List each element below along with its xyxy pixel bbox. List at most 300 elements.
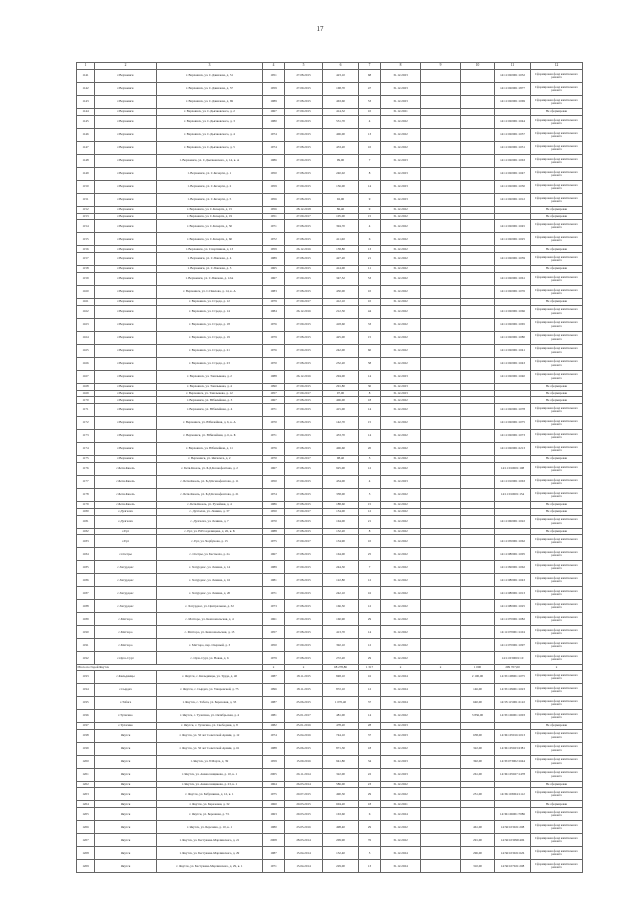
table-cell: [461, 383, 495, 390]
table-row: [77, 246, 583, 253]
table-cell: 12: [359, 600, 381, 613]
table-cell: 1203: [77, 788, 95, 801]
table-cell: [495, 383, 531, 390]
table-cell: 1960: [263, 801, 285, 808]
table-cell: Якутск: [95, 742, 157, 755]
table-cell: 1151: [77, 193, 95, 206]
table-cell: г.Верхоянск: [95, 180, 157, 193]
table-cell: г. Верхоянск, ул. Янгильта, д. 2: [157, 456, 263, 463]
table-cell: с. Матторо, пер. Озерный, д. 3: [157, 639, 263, 652]
table-cell: [421, 742, 461, 755]
table-cell: [421, 213, 461, 220]
table-cell: г. Верхоянск, ул. С.Дьячковского, д. 4: [157, 128, 263, 141]
table-row: [77, 515, 583, 528]
table-cell: 31.12.2023: [381, 722, 421, 729]
table-cell: 26.12.2016: [285, 370, 323, 383]
table-cell: Сформирован фонд капитального ремонта: [531, 639, 583, 652]
table-row: [77, 834, 583, 847]
table-cell: 134,90: [323, 535, 359, 548]
table-cell: г.Верхоянск: [95, 96, 157, 109]
table-cell: 14:36:103099:406: [495, 834, 531, 847]
table-row: [77, 417, 583, 430]
table-cell: 14:36:106001:7086: [495, 808, 531, 821]
table-cell: [461, 574, 495, 587]
table-row: [77, 535, 583, 548]
table-cell: с.Бетя-Кюель: [95, 462, 157, 475]
table-cell: г. Якутск, ул. Бестужева-Марлинского, д. 29, к. 1: [157, 860, 263, 873]
table-cell: 158,80: [323, 246, 359, 253]
table-cell: с.Орто-Сурт: [95, 652, 157, 665]
table-cell: с.Сырдах: [95, 683, 157, 696]
table-cell: 12: [531, 63, 583, 70]
table-cell: 168,70: [323, 83, 359, 96]
table-cell: 132,40: [323, 847, 359, 860]
table-cell: Сформирован фонд капитального ремонта: [531, 729, 583, 742]
table-row: [77, 141, 583, 154]
table-cell: 31.12.2022: [381, 298, 421, 305]
table-cell: [421, 515, 461, 528]
table-cell: [461, 331, 495, 344]
table-cell: 18.11.2015: [285, 670, 323, 683]
table-cell: [421, 860, 461, 873]
table-cell: 232,20: [323, 357, 359, 370]
table-cell: 14:11:020001:1040: [495, 370, 531, 383]
table-cell: 1157: [77, 253, 95, 266]
table-cell: с. Бетя-Кюель, ул. Б.Д.Ксенофонтова, д. 21: [157, 488, 263, 501]
table-cell: [461, 626, 495, 639]
table-cell: [421, 501, 461, 508]
table-cell: Сформирован фонд капитального ремонта: [531, 626, 583, 639]
table-cell: 15: [359, 331, 381, 344]
table-cell: Сформирован фонд капитального ремонта: [531, 613, 583, 626]
table-cell: г.Верхоянск: [95, 233, 157, 246]
summary-cell: x: [285, 665, 323, 671]
table-cell: [421, 167, 461, 180]
table-cell: 14:11:020001:1076: [495, 285, 531, 298]
table-cell: 12: [359, 639, 381, 652]
table-cell: 1996: [263, 683, 285, 696]
table-cell: с. Хатурдаас, ул. Ленина, д. 14: [157, 561, 263, 574]
table-cell: 31.12.2022: [381, 788, 421, 801]
table-cell: 14:11:020001:1043: [495, 357, 531, 370]
table-cell: [461, 397, 495, 404]
table-row: [77, 357, 583, 370]
table-cell: 31.12.2024: [381, 696, 421, 709]
table-cell: [421, 128, 461, 141]
table-cell: г. Верхоянск, ул. С.Кочерги, д. 2: [157, 180, 263, 193]
table-cell: г. Верхоянск, ул. С.Кочерги, д. 60: [157, 233, 263, 246]
table-cell: 1950: [263, 167, 285, 180]
table-cell: [461, 390, 495, 397]
table-cell: 1207: [77, 834, 95, 847]
table-cell: 14:35:109001:1023: [495, 683, 531, 696]
table-cell: [421, 729, 461, 742]
table-cell: г. Верхоянск, ул. С.Данилова, д. 69: [157, 96, 263, 109]
table-cell: г. Верхоянск, ул. С.Дьячковского, д. 5: [157, 141, 263, 154]
table-cell: Сформирован фонд капитального ремонта: [531, 115, 583, 128]
table-row: [77, 808, 583, 821]
table-cell: 1196: [77, 709, 95, 722]
table-cell: [421, 298, 461, 305]
table-cell: 1959: [263, 180, 285, 193]
table-cell: 1986: [263, 501, 285, 508]
table-cell: 1187: [77, 587, 95, 600]
table-cell: 14:11:010001:108: [495, 462, 531, 475]
table-cell: 3: [157, 63, 263, 70]
table-cell: с. Бетя-Кюель, ул. Ручейная, д. 4: [157, 501, 263, 508]
table-cell: Якутск: [95, 834, 157, 847]
table-cell: 1989: [263, 96, 285, 109]
table-cell: с.Хатурдаас: [95, 600, 157, 613]
table-cell: [421, 847, 461, 860]
table-row: [77, 96, 583, 109]
table-cell: г.Верхоянск: [95, 397, 157, 404]
table-cell: 27.09.2015: [285, 83, 323, 96]
table-cell: 18.11.2015: [285, 683, 323, 696]
table-cell: 2: [95, 63, 157, 70]
table-cell: 1970: [263, 417, 285, 430]
table-cell: [461, 808, 495, 821]
table-cell: г.Верхоянск: [95, 430, 157, 443]
table-cell: [495, 213, 531, 220]
table-cell: 27.09.2017: [285, 213, 323, 220]
table-cell: с. Хатурдаас, ул. Ленина, д. 20: [157, 587, 263, 600]
table-cell: 25: [359, 548, 381, 561]
table-cell: Сформирован фонд капитального ремонта: [531, 167, 583, 180]
table-cell: с.Матторо: [95, 613, 157, 626]
table-cell: 14:11:020001:1061: [495, 272, 531, 285]
table-cell: с. Дулгалах, ул. Ленина, д. 7: [157, 515, 263, 528]
table-cell: [461, 167, 495, 180]
table-cell: 1141: [77, 70, 95, 83]
table-cell: г.Верхоянск: [95, 318, 157, 331]
table-cell: 14:35:108001:1075: [495, 670, 531, 683]
table-cell: г.Верхоянск: [95, 404, 157, 417]
table-row: [77, 488, 583, 501]
table-cell: 14:11:080001:1013: [495, 587, 531, 600]
table-cell: 31.12.2022: [381, 742, 421, 755]
table-cell: 1970: [263, 515, 285, 528]
table-cell: г. Верхоянск, ул. Ташлыкова, д. 2: [157, 370, 263, 383]
table-cell: 1956: [263, 193, 285, 206]
table-cell: 29: [359, 652, 381, 665]
table-cell: [461, 318, 495, 331]
table-row: [77, 285, 583, 298]
table-cell: Якутск: [95, 821, 157, 834]
table-row: [77, 272, 583, 285]
table-cell: Не сформирован: [531, 781, 583, 788]
table-cell: 27.08.2015: [285, 167, 323, 180]
table-cell: 15: [359, 417, 381, 430]
table-cell: 240,02: [323, 167, 359, 180]
table-cell: г.Верхоянск: [95, 253, 157, 266]
table-cell: [421, 154, 461, 167]
table-cell: [461, 722, 495, 729]
table-cell: Сформирован фонд капитального ремонта: [531, 180, 583, 193]
table-cell: 154,00: [323, 508, 359, 515]
table-cell: 2008: [263, 834, 285, 847]
table-cell: Якутск: [95, 801, 157, 808]
table-cell: 1184: [77, 548, 95, 561]
table-cell: 1979: [263, 652, 285, 665]
table-cell: [421, 808, 461, 821]
table-cell: 37: [359, 729, 381, 742]
table-cell: г. Якутск, ул. Березовая, д. 32: [157, 801, 263, 808]
table-cell: 433,20: [323, 141, 359, 154]
table-cell: с. Дулгалах, ул. Ленина, д. 37: [157, 508, 263, 515]
table-cell: [421, 587, 461, 600]
table-cell: 411,60: [323, 233, 359, 246]
table-cell: 1950: [263, 639, 285, 652]
table-cell: 31.12.2022: [381, 220, 421, 233]
table-cell: 392,00: [461, 755, 495, 768]
table-cell: 14:35:115001:2122: [495, 696, 531, 709]
table-cell: 1156: [77, 246, 95, 253]
table-cell: 1963: [263, 808, 285, 821]
table-cell: Сформирован фонд капитального ремонта: [531, 768, 583, 781]
table-cell: [421, 834, 461, 847]
table-cell: 8: [381, 63, 421, 70]
table-cell: 31.12.2022: [381, 397, 421, 404]
table-cell: [461, 515, 495, 528]
table-cell: 27.08.2015: [285, 397, 323, 404]
table-cell: 31.12.2023: [381, 768, 421, 781]
table-row: [77, 344, 583, 357]
table-cell: Сформирован фонд капитального ремонта: [531, 233, 583, 246]
table-cell: с. Хатурдаас, ул. Центральная, д. 32: [157, 600, 263, 613]
table-cell: 15: [359, 501, 381, 508]
table-row: [77, 180, 583, 193]
table-cell: 586,00: [323, 781, 359, 788]
table-cell: 53: [359, 96, 381, 109]
table-cell: г.Верхоянск: [95, 193, 157, 206]
table-cell: г. Верхоянск, ул. С.Дьячковского, д. 3: [157, 115, 263, 128]
table-cell: 31.12.2022: [381, 253, 421, 266]
table-cell: Сформирован фонд капитального ремонта: [531, 417, 583, 430]
table-cell: 31.12.2022: [381, 344, 421, 357]
table-cell: 14:11:050001:1062: [495, 535, 531, 548]
table-cell: с. Ерт, ул. Н.Р.Седалищева, д. 26, к. Б: [157, 528, 263, 535]
table-cell: 1967: [263, 397, 285, 404]
table-cell: 31.12.2022: [381, 246, 421, 253]
table-cell: г.Верхоянск: [95, 206, 157, 213]
table-cell: 425,00: [323, 331, 359, 344]
table-cell: [495, 246, 531, 253]
table-cell: [495, 206, 531, 213]
table-cell: г.Верхоянск: [95, 154, 157, 167]
table-cell: г. Верхоянск, ул. С.Кочерги, д. 15: [157, 206, 263, 213]
table-cell: с.Тулагино: [95, 722, 157, 729]
table-cell: 1167: [77, 370, 95, 383]
table-cell: Сформирован фонд капитального ремонта: [531, 193, 583, 206]
table-cell: [421, 397, 461, 404]
table-cell: 1162: [77, 305, 95, 318]
table-cell: 44: [359, 305, 381, 318]
table-cell: [461, 561, 495, 574]
table-cell: [421, 141, 461, 154]
table-row: [77, 788, 583, 801]
table-cell: 31.12.2022: [381, 141, 421, 154]
table-row: [77, 462, 583, 475]
table-cell: 27.08.2015: [285, 220, 323, 233]
table-cell: 7: [359, 63, 381, 70]
table-cell: 1980: [263, 115, 285, 128]
table-cell: [461, 83, 495, 96]
table-cell: с.Бетя-Кюель: [95, 501, 157, 508]
table-cell: [495, 266, 531, 273]
table-cell: 1956: [263, 206, 285, 213]
table-cell: 105,00: [323, 213, 359, 220]
table-cell: 10: [359, 141, 381, 154]
table-cell: Сформирован фонд капитального ремонта: [531, 462, 583, 475]
table-cell: 142,70: [323, 417, 359, 430]
summary-cell: 68 278,86: [323, 665, 359, 671]
table-cell: 31.12.2022: [381, 652, 421, 665]
table-cell: 1987: [263, 696, 285, 709]
table-cell: 14:36:103021:208: [495, 821, 531, 834]
table-cell: [421, 561, 461, 574]
table-cell: 14: [359, 180, 381, 193]
table-cell: [461, 417, 495, 430]
table-cell: 1169: [77, 390, 95, 397]
table-cell: 14: [359, 404, 381, 417]
table-cell: 166,50: [323, 600, 359, 613]
table-cell: 14:11:020001:1041: [495, 344, 531, 357]
table-cell: 31.12.2022: [381, 548, 421, 561]
table-cell: 251,00: [461, 788, 495, 801]
table-cell: 99,00: [323, 154, 359, 167]
table-cell: 164,00: [323, 548, 359, 561]
table-cell: с.Бетя-Кюель: [95, 488, 157, 501]
table-cell: 1950: [263, 475, 285, 488]
table-cell: [421, 535, 461, 548]
table-cell: Не сформирован: [531, 528, 583, 535]
table-row: [77, 501, 583, 508]
table-cell: 1967: [263, 109, 285, 116]
table-cell: 11: [359, 266, 381, 273]
table-cell: 10: [359, 298, 381, 305]
table-cell: 27.09.2015: [285, 109, 323, 116]
table-cell: 310,00: [461, 860, 495, 873]
table-cell: г. Якутск, ул. 50 лет Советской Армии, д. 61: [157, 742, 263, 755]
table-cell: Не сформирован: [531, 246, 583, 253]
table-cell: 31.12.2022: [381, 626, 421, 639]
table-cell: г. Верхоянск, ул. С.Кочерги, д. 50: [157, 220, 263, 233]
table-cell: 15.04.2014: [285, 847, 323, 860]
table-cell: 1986: [263, 154, 285, 167]
table-cell: 413,70: [323, 626, 359, 639]
table-cell: 1183: [77, 535, 95, 548]
table-cell: [461, 285, 495, 298]
table-cell: [421, 652, 461, 665]
table-cell: [421, 272, 461, 285]
table-cell: 1149: [77, 167, 95, 180]
table-row: [77, 331, 583, 344]
table-row: [77, 128, 583, 141]
table-row: [77, 475, 583, 488]
table-cell: г.Верхоянск: [95, 272, 157, 285]
table-row: [77, 821, 583, 834]
table-cell: Сформирован фонд капитального ремонта: [531, 305, 583, 318]
table-cell: [421, 722, 461, 729]
table-cell: 1970: [263, 357, 285, 370]
table-cell: 31.12.2023: [381, 370, 421, 383]
table-cell: г. Верхоянск, ул. Юбилейная, д. 6, к. А: [157, 417, 263, 430]
table-cell: 27.08.2015: [285, 443, 323, 456]
table-cell: [461, 430, 495, 443]
table-cell: 1979: [263, 331, 285, 344]
table-cell: 31.12.2024: [381, 683, 421, 696]
table-cell: 31.12.2022: [381, 587, 421, 600]
table-cell: 27.09.2015: [285, 587, 323, 600]
table-cell: 28.12.2018: [285, 206, 323, 213]
table-cell: 12: [359, 462, 381, 475]
table-cell: 31.12.2022: [381, 574, 421, 587]
table-cell: г.Верхоянск: [95, 128, 157, 141]
table-cell: 16: [359, 587, 381, 600]
table-cell: г.Верхоянск: [95, 266, 157, 273]
table-row: [77, 696, 583, 709]
table-cell: 31.12.2023: [381, 154, 421, 167]
table-cell: Сформирован фонд капитального ремонта: [531, 430, 583, 443]
table-cell: 27.08.2015: [285, 417, 323, 430]
table-cell: 68: [359, 70, 381, 83]
table-cell: 27.09.2015: [285, 430, 323, 443]
table-cell: с. Якутск, с. Кильдямцы, ул. Труда, д. 40: [157, 670, 263, 683]
table-cell: г.Верхоянск: [95, 285, 157, 298]
table-cell: г. Якутск, с. Тулагино, ул. Октябрьская, д. 4: [157, 709, 263, 722]
table-cell: 25.06.2015: [285, 696, 323, 709]
table-cell: 27.09.2015: [285, 475, 323, 488]
table-row: [77, 801, 583, 808]
table-cell: Якутск: [95, 729, 157, 742]
table-cell: 1166: [77, 357, 95, 370]
table-cell: Сформирован фонд капитального ремонта: [531, 70, 583, 83]
table-cell: Сформирован фонд капитального ремонта: [531, 755, 583, 768]
table-cell: 31.12.2023: [381, 475, 421, 488]
table-cell: Сформирован фонд капитального ремонта: [531, 788, 583, 801]
table-cell: 261,00: [461, 768, 495, 781]
table-cell: 638,00: [461, 729, 495, 742]
table-cell: 98,40: [323, 456, 359, 463]
table-row: [77, 574, 583, 587]
table-cell: 86,40: [323, 206, 359, 213]
table-cell: с.Хатурдаас: [95, 561, 157, 574]
housing-register-table: [76, 62, 583, 873]
table-cell: 23.05.2016: [285, 821, 323, 834]
table-cell: 272,20: [323, 652, 359, 665]
table-cell: 122,80: [323, 574, 359, 587]
table-cell: г. Верхоянск, ул. С.Дьячковского, д. 14, к. А: [157, 154, 263, 167]
table-cell: 37: [359, 696, 381, 709]
table-cell: [461, 528, 495, 535]
table-cell: 941,80: [323, 755, 359, 768]
table-cell: 1165: [77, 344, 95, 357]
table-cell: 31.12.2022: [381, 781, 421, 788]
table-cell: с. Осетры, ул. Бестыаха, д. 2а: [157, 548, 263, 561]
table-cell: [461, 370, 495, 383]
table-cell: [495, 722, 531, 729]
table-cell: 188,60: [323, 501, 359, 508]
table-cell: 14:11:060001:1022: [495, 515, 531, 528]
table-cell: 27.08.2015: [285, 193, 323, 206]
table-cell: 27.08.2015: [285, 70, 323, 83]
table-cell: [421, 821, 461, 834]
table-cell: 14:11:020001:1044: [495, 115, 531, 128]
table-cell: Сформирован фонд капитального ремонта: [531, 318, 583, 331]
table-cell: 31.12.2022: [381, 213, 421, 220]
table-cell: 25.01.2016: [285, 722, 323, 729]
